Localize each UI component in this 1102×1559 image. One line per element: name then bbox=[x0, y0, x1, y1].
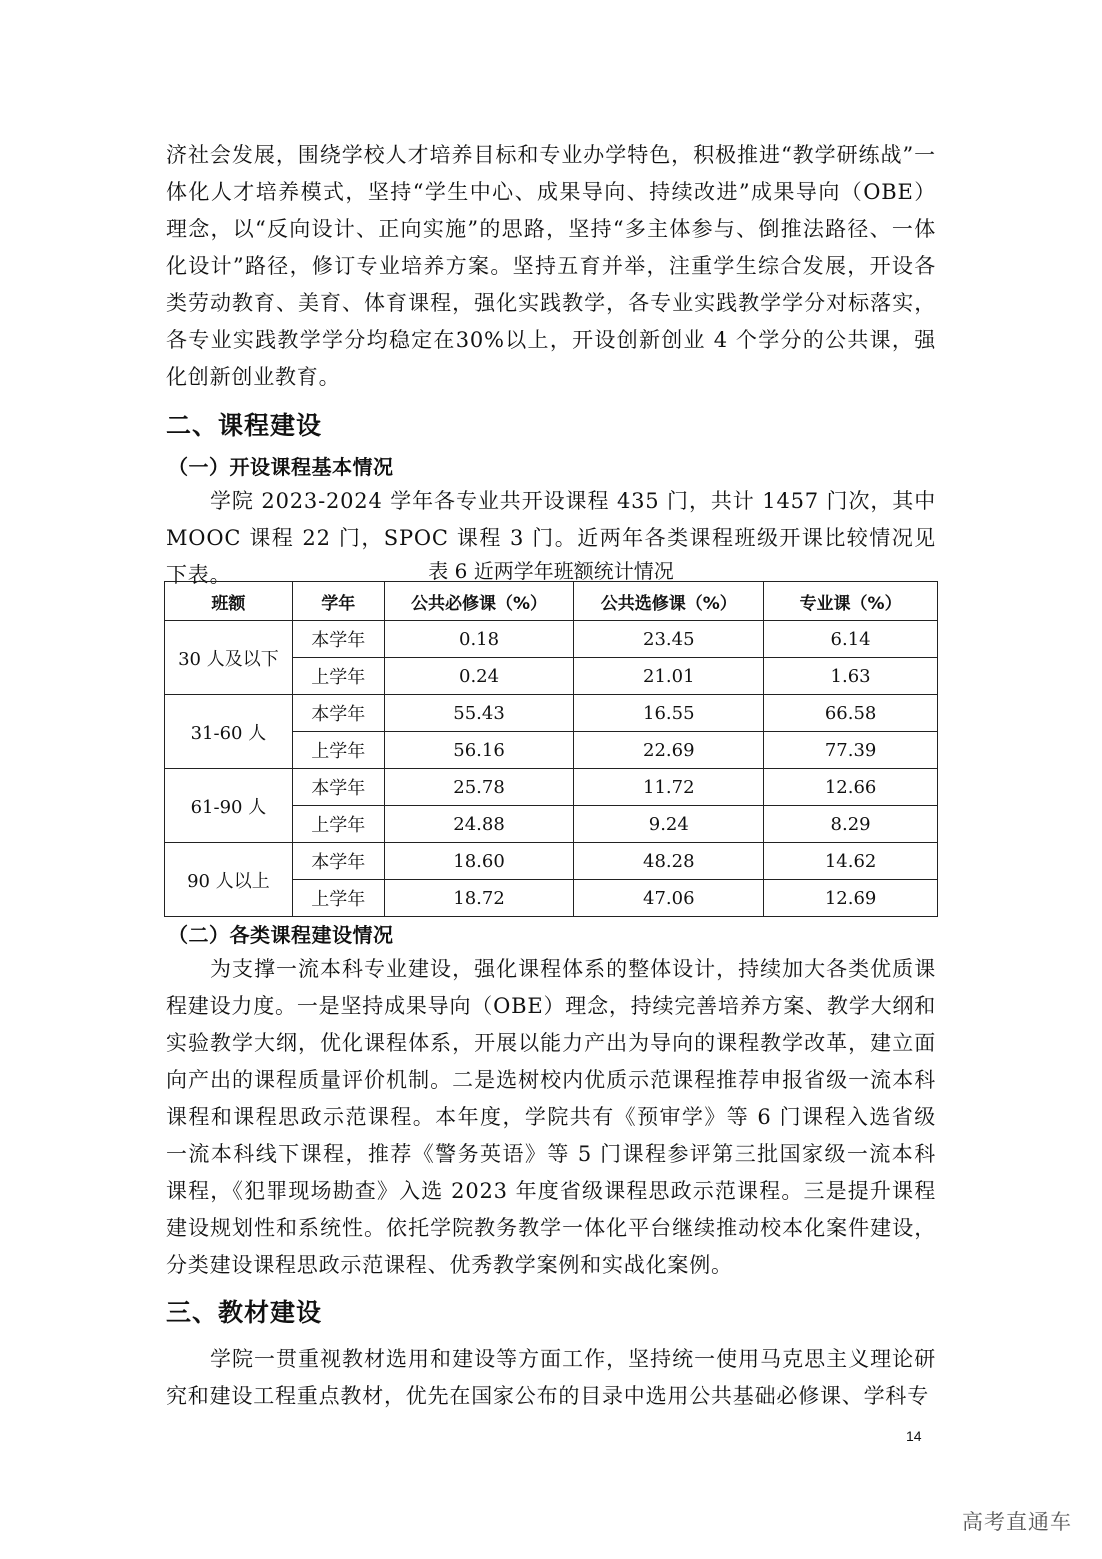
header-class-size: 班额 bbox=[165, 582, 293, 621]
elective-cell: 23.45 bbox=[574, 621, 764, 658]
elective-cell: 11.72 bbox=[574, 769, 764, 806]
required-cell: 56.16 bbox=[384, 732, 574, 769]
major-cell: 6.14 bbox=[764, 621, 938, 658]
major-cell: 12.66 bbox=[764, 769, 938, 806]
required-cell: 25.78 bbox=[384, 769, 574, 806]
textbook-paragraph: 学院一贯重视教材选用和建设等方面工作，坚持统一使用马克思主义理论研究和建设工程重点教材，优先在国家公布的目录中选用公共基础必修课、学科专 bbox=[166, 1347, 936, 1408]
elective-cell: 22.69 bbox=[574, 732, 764, 769]
required-cell: 18.60 bbox=[384, 843, 574, 880]
year-cell: 上学年 bbox=[292, 806, 384, 843]
table-row bbox=[165, 843, 938, 880]
subsection-heading-course-overview: （一）开设课程基本情况 bbox=[168, 455, 394, 479]
section-heading-course-construction: 二、课程建设 bbox=[166, 411, 323, 440]
elective-cell: 48.28 bbox=[574, 843, 764, 880]
intro-paragraph: 济社会发展，围绕学校人才培养目标和专业办学特色，积极推进“教学研练战”一体化人才培养模式，坚持“学生中心、成果导向、持续改进”成果导向（OBE）理念，以“反向设计、正向实施”的思路，坚持“多主体参与、倒推法路径、一体化设计”路径，修订专业培养方案。坚持五育并举，注重学生综合发展，开设各类劳动教育、美育、体育课程，强化实践教学，各专业实践教学学分对标落实，各专业实践教学学分均稳定在30%以上，开设创新创业 4 个学分的公共课，强化创新创业教育。 bbox=[166, 143, 936, 389]
elective-cell: 16.55 bbox=[574, 695, 764, 732]
required-cell: 0.18 bbox=[384, 621, 574, 658]
section-heading-textbook-construction: 三、教材建设 bbox=[166, 1298, 323, 1327]
elective-cell: 21.01 bbox=[574, 658, 764, 695]
header-year: 学年 bbox=[292, 582, 384, 621]
major-cell: 66.58 bbox=[764, 695, 938, 732]
year-cell: 上学年 bbox=[292, 880, 384, 917]
required-cell: 0.24 bbox=[384, 658, 574, 695]
header-major: 专业课（%） bbox=[764, 582, 938, 621]
subsection-heading-course-types: （二）各类课程建设情况 bbox=[168, 923, 394, 947]
table-row bbox=[165, 695, 938, 732]
required-cell: 18.72 bbox=[384, 880, 574, 917]
table-row bbox=[165, 621, 938, 658]
table-header-row bbox=[165, 582, 938, 621]
major-cell: 77.39 bbox=[764, 732, 938, 769]
course-overview-paragraph: 学院 2023-2024 学年各专业共开设课程 435 门，共计 1457 门次，其中 MOOC 课程 22 门，SPOC 课程 3 门。近两年各类课程班级开课比较情况见下表。 bbox=[166, 489, 936, 587]
year-cell: 本学年 bbox=[292, 769, 384, 806]
required-cell: 55.43 bbox=[384, 695, 574, 732]
year-cell: 上学年 bbox=[292, 658, 384, 695]
elective-cell: 47.06 bbox=[574, 880, 764, 917]
major-cell: 1.63 bbox=[764, 658, 938, 695]
group-label: 31-60 人 bbox=[165, 695, 293, 769]
table-caption: 表 6 近两学年班额统计情况 bbox=[428, 559, 674, 583]
course-types-paragraph: 为支撑一流本科专业建设，强化课程体系的整体设计，持续加大各类优质课程建设力度。一是坚持成果导向（OBE）理念，持续完善培养方案、教学大纲和实验教学大纲，优化课程体系，开展以能力产出为导向的课程教学改革，建立面向产出的课程质量评价机制。二是选树校内优质示范课程推荐申报省级一流本科课程和课程思政示范课程。本年度，学院共有《预审学》等 6 门课程入选省级一流本科线下课程，推荐《警务英语》等 5 门课程参评第三批国家级一流本科课程，《犯罪现场勘查》入选 2023 年度省级课程思政示范课程。三是提升课程建设规划性和系统性。依托学院教务教学一体化平台继续推动校本化案件建设，分类建设课程思政示范课程、优秀教学案例和实战化案例。 bbox=[166, 957, 936, 1277]
page-number: 14 bbox=[906, 1428, 922, 1444]
group-label: 61-90 人 bbox=[165, 769, 293, 843]
year-cell: 上学年 bbox=[292, 732, 384, 769]
elective-cell: 9.24 bbox=[574, 806, 764, 843]
header-public-required: 公共必修课（%） bbox=[384, 582, 574, 621]
required-cell: 24.88 bbox=[384, 806, 574, 843]
major-cell: 14.62 bbox=[764, 843, 938, 880]
major-cell: 8.29 bbox=[764, 806, 938, 843]
group-label: 90 人以上 bbox=[165, 843, 293, 917]
class-size-table bbox=[164, 581, 938, 917]
year-cell: 本学年 bbox=[292, 621, 384, 658]
header-public-elective: 公共选修课（%） bbox=[574, 582, 764, 621]
table-row bbox=[165, 769, 938, 806]
major-cell: 12.69 bbox=[764, 880, 938, 917]
year-cell: 本学年 bbox=[292, 695, 384, 732]
group-label: 30 人及以下 bbox=[165, 621, 293, 695]
year-cell: 本学年 bbox=[292, 843, 384, 880]
watermark: 高考直通车 bbox=[962, 1510, 1072, 1534]
